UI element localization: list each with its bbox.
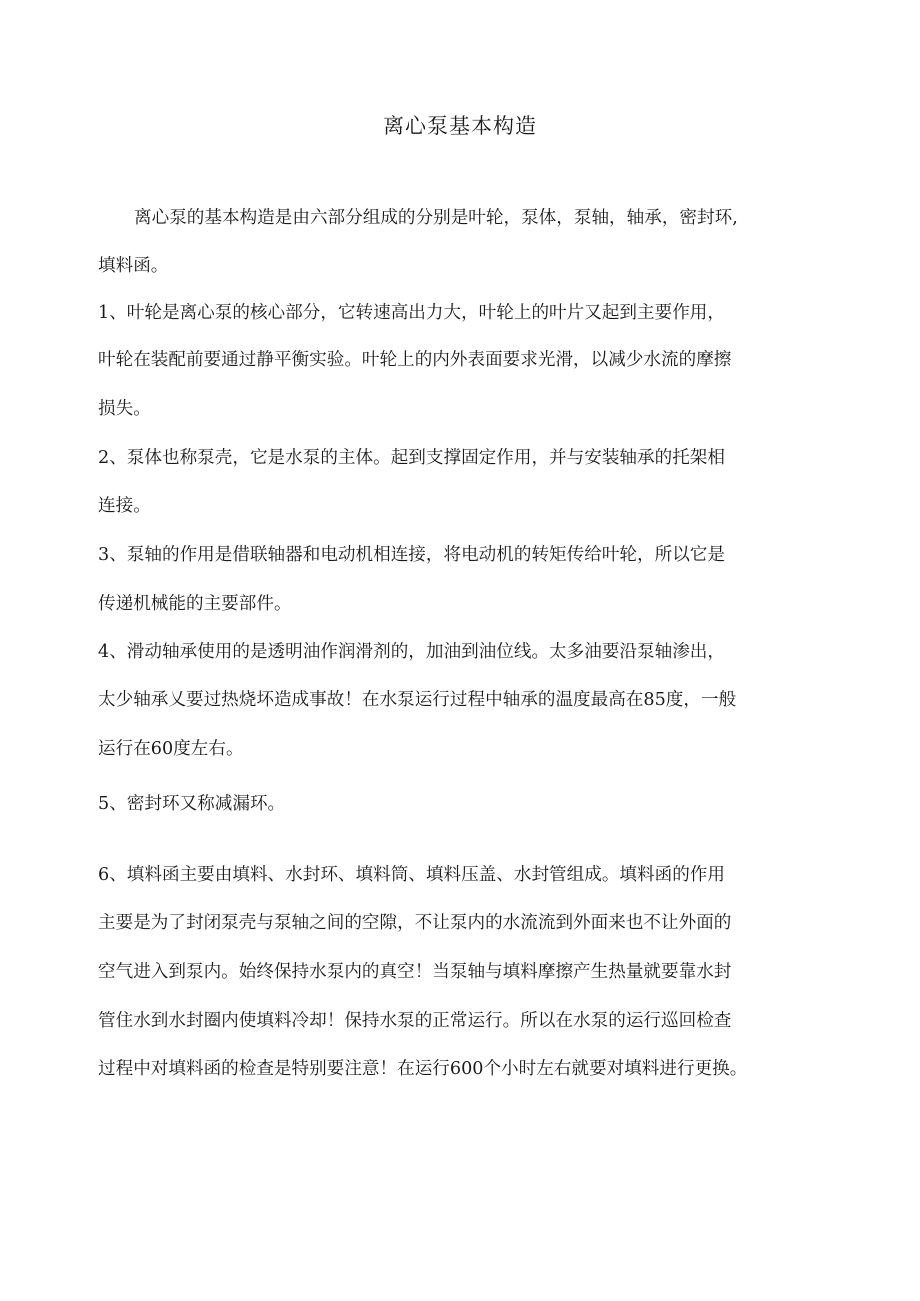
intro-line-1: 离心泵的基本构造是由六部分组成的分别是叶轮，泵体，泵轴，轴承，密封环, xyxy=(134,208,738,228)
item-6-line-4: 管住水到水封圈内使填料冷却！保持水泵的正常运行。所以在水泵的运行巡回检查 xyxy=(98,1011,732,1031)
item-4-line-2: 太少轴承乂要过热烧坏造成事故！在水泵运行过程中轴承的温度最高在85度，一般 xyxy=(98,690,737,710)
item-6-line-3: 空气进入到泵内。始终保持水泵内的真空！当泵轴与填料摩擦产生热量就要靠水封 xyxy=(98,962,732,982)
item-2-line-1: 2、泵体也称泵壳，它是水泵的主体。起到支撑固定作用，并与安装轴承的托架相 xyxy=(98,448,725,468)
item-5-line-1: 5、密封环又称减漏环。 xyxy=(98,794,286,814)
item-4-line-3: 运行在60度左右。 xyxy=(98,739,244,759)
item-4-line-1: 4、滑动轴承使用的是透明油作润滑剂的，加油到油位线。太多油要沿泵轴渗出， xyxy=(98,642,725,662)
item-6-line-1: 6、填料函主要由填料、水封环、填料筒、填料压盖、水封管组成。填料函的作用 xyxy=(98,865,725,885)
item-3-line-1: 3、泵轴的作用是借联轴器和电动机相连接，将电动机的转矩传给叶轮，所以它是 xyxy=(98,545,725,565)
page-title: 离心泵基本构造 xyxy=(383,114,537,138)
item-6-line-2: 主要是为了封闭泵壳与泵轴之间的空隙，不让泵内的水流流到外面来也不让外面的 xyxy=(98,913,732,933)
item-2-line-2: 连接。 xyxy=(98,496,151,516)
item-1-line-2: 叶轮在装配前要通过静平衡实验。叶轮上的内外表面要求光滑，以减少水流的摩擦 xyxy=(98,350,732,370)
item-1-line-1: 1、叶轮是离心泵的核心部分，它转速高出力大，叶轮上的叶片又起到主要作用， xyxy=(98,303,725,323)
item-3-line-2: 传递机械能的主要部件。 xyxy=(98,594,292,614)
item-6-line-5: 过程中对填料函的检查是特别要注意！在运行600个小时左右就要对填料进行更换。 xyxy=(98,1059,748,1079)
intro-line-2: 填料函。 xyxy=(98,256,169,276)
item-1-line-3: 损失。 xyxy=(98,399,151,419)
